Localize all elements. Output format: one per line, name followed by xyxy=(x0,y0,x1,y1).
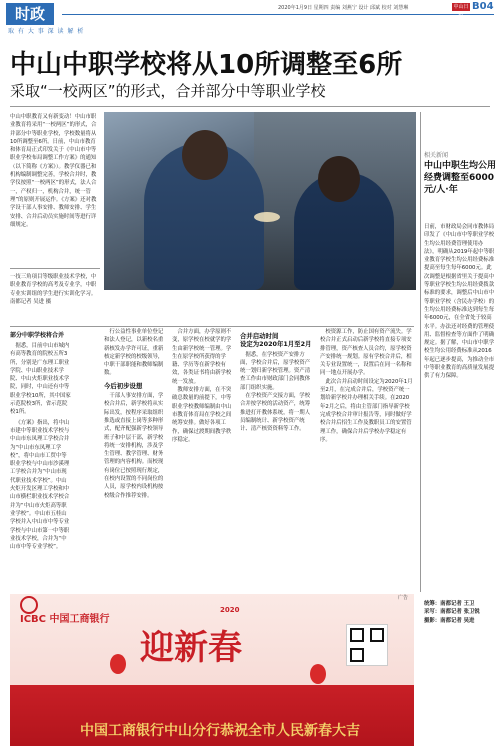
section-subtitle: 取 有 大 事 深 读 解 析 xyxy=(8,28,85,35)
paper-mark: 中山日报 xyxy=(453,4,469,18)
lantern-icon xyxy=(110,654,126,674)
article-paragraph: 合并方面，办学原则不变，原学校在校就学的学生由新学校统一管理。学生在原学校所获得的学籍、学历等在新学校有效，各类证书将由新学校统一发放。 xyxy=(172,329,232,385)
subsection-title: 合并启动时间 设定为2020年1月至2月 xyxy=(240,332,312,349)
student-head xyxy=(318,156,360,202)
qr-code-icon[interactable] xyxy=(346,624,388,666)
news-photo xyxy=(104,112,416,290)
article-paragraph: 教师安排方面，在不突破总数量的前提下，中等职业学校教师编制由中山市教育体育局在学校之间统筹安排。做好各项工作，确保过渡期间教学秩序稳定。 xyxy=(172,387,232,443)
lead-paragraph: 中山中职教育又有新变动！中山市职业教育将采用“一校两区”的形式，合并部分中等职业学校，学校数量将从10所调整至6所。日前，中山市教育和体育局正式印发关于《中山市中等职业学校布局调整工作方案》的通知（以下简称《方案》）。教学仪器已和机构编制调整完善，学校合并时，教学仪按照“一校两区”的形式，法人合一，产权归一，机构合并，统一管理”的原则开展运作。《方案》还对教学设干部人事安排、教师安排、学生安排、合并后动员实施时间等进行详细规定。 xyxy=(10,114,97,228)
article-paragraph: 干部人事安排方面，学校合并后，新学校将从实际出发，按程序采取组织推选或直接上岗等多种形式，配齐配强新学校领导班子和中层干部，新学校将统一安排机构，涉及学生管理、教学管理、财务管理的内容机构。而校现有岗位已按照现行规定，在校内设置的不同岗位的人员，原学校内设机构按校级合作推荐安排。 xyxy=(104,393,164,499)
work-light xyxy=(254,212,280,222)
student-head xyxy=(182,130,228,180)
article-column xyxy=(104,328,166,500)
ad-logo: ICBC 中国工商银行 xyxy=(20,614,110,625)
article-column xyxy=(320,328,414,444)
article-column xyxy=(172,328,234,444)
article-paragraph: 据悉，目前中山市城内有高等教育的院校五所3所，分别是广东理工职业学院、中山职业技术学院、中山火炬职业技术学院，同时，中山还有中等职业学校10所，其中国家示范院校3所，省示范院校1所。 xyxy=(10,343,71,416)
article-column xyxy=(240,328,314,434)
advertisement[interactable] xyxy=(10,594,414,746)
subheadline: 采取“一校两区”的形式，合并部分中等职业学校 xyxy=(10,82,326,100)
dateline: 2020年1月9日 星期四 责编 刘燕宁 设计 邱斌 校对 刘慧琳 xyxy=(278,5,409,11)
section-label: 部分中职学校将合并 xyxy=(10,332,65,339)
sidebar-label: 相关新闻 xyxy=(424,152,449,159)
article-paragraph: 《方案》指出，将中山市建中等职业技术学校与中山市东凤理工学校合并为“中山市东凤理工学校”，将中山市工贸中等职业学校与中山市沙溪理工学校合并为“中山市现代职业技术学校”。中山火炬开发区理工学校和中山市横栏职业技术学校合并为“中山市火炬高等职业学校”。中山市五桂山学校并入中山市中等专业学校与中山市第一中等职业技术学校，合并为“中山市中等专业学校”。 xyxy=(10,419,70,551)
subsection-title: 今后初步设想 xyxy=(104,381,143,390)
sidebar-body: 日前，市财政局会同市教体局印发了《中山市中等职业学校生均公用经费管理使用办法》，明确从2019年起中等职业教育学校生均公用经费标准提高至每生每年6000元。此次调整是根据省里关于提高中等职业学校生均公用经费拨款标准的要求，调整后中山市中等职业学校（含民办学校）的生均公用经费标准达到每生每年6000元，在全省处于较高水平。办法还对经费的管理使用、监督检查等方面作了明确规定。据了解，中山市中职学校生均公用经费标准从2016年起已逐步提高，为推动全市中等职业教育的高质量发展提供了有力保障。 xyxy=(424,224,495,380)
article-paragraph: 据悉，在学校资产安排方面，学校合并后，原学校资产统一划归新学校管理。资产清查工作由市财政部门会同教体部门组织实施。 xyxy=(240,351,311,391)
ad-tag: 广告 xyxy=(398,595,409,601)
article-paragraph: 行公益性事业单位登记和法人登记，以新校名重新核发办学许可证，重新核定新学校的校级领导，中职干部职能和教师编制数。 xyxy=(104,329,164,377)
staff-credits: 统筹：南都记者 王卫 采写：南都记者 张卫锐 摄影：南都记者 吴进 xyxy=(424,601,480,624)
section-tag: 时政 xyxy=(6,3,54,25)
sidebar-divider xyxy=(420,112,421,592)
section-rule xyxy=(10,326,414,327)
article-paragraph: 此次合并启动时间设定为2020年1月至2月，在完成合并后，学校资产统一划给新学校并办理相关手续。在2020年2月之后，将由主管部门指导新学校完成学校合并审计报告等，同时做好学校合并后招生工作及教职员工的安置管理工作，确保合并后学校办学稳定有序。 xyxy=(320,378,413,443)
article-paragraph: 在学校资产交接方面，学校合并按学校的活动资产，统筹推进打开教体系统，将一期人员编制统计、新学校资产统计、清产核资资料等工作。 xyxy=(240,393,311,433)
ad-greeting: 迎新春 xyxy=(140,628,242,668)
caption-rule xyxy=(10,268,100,269)
photo-caption: 一技三角项目等级职业技术学校，中职业教育学校的高考及专业学，中职专业实训组的学生进行实训化学习。南都记者 吴进 摄 xyxy=(10,274,97,305)
headline: 中山中职学校将从10所调整至6所 xyxy=(10,50,403,80)
header-rule xyxy=(62,14,494,15)
ad-slogan: 中国工商银行中山分行恭祝全市人民新春大吉 xyxy=(80,723,360,739)
masthead xyxy=(0,0,500,35)
title-rule xyxy=(10,106,490,107)
article-paragraph: 校资源工作，防止国有资产流失。学校合并正式启动后新学校将直接专项安排管理，资产核查人员合约，原学校资产安排统一规划。原有学校合并后，相关专业设置统一，设置后在同一名称和同一地点开展办学。 xyxy=(320,329,412,377)
sidebar-title: 中山中职生均公用经费调整至6000元/人·年 xyxy=(424,161,497,195)
ad-year: 2020 xyxy=(220,606,240,614)
lantern-icon xyxy=(310,664,326,684)
page-number: B04 xyxy=(472,1,494,12)
article-column xyxy=(10,342,72,551)
